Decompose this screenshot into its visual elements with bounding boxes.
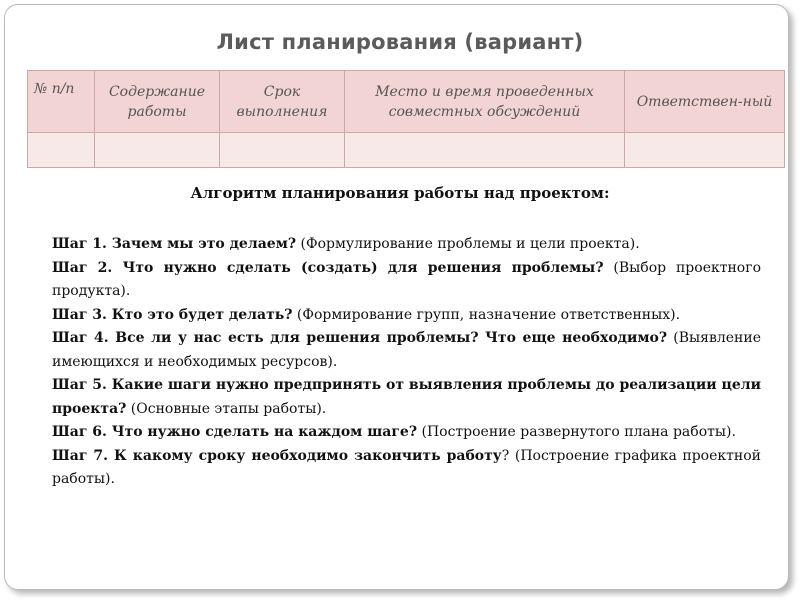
step-item (52, 327, 761, 374)
step-answer: ? (Построение графика проектной работы). (52, 447, 761, 487)
column-header-discussions: Место и время проведенных совместных обсуждений (345, 71, 625, 133)
step-answer: (Основные этапы работы). (126, 400, 327, 417)
column-header-number: № п/п (28, 71, 95, 133)
table-cell (95, 133, 220, 168)
steps-list (52, 233, 761, 492)
step-question: Шаг 6. Что нужно сделать на каждом шаге? (52, 424, 418, 440)
step-item (52, 445, 761, 492)
step-answer: (Формирование групп, назначение ответственных). (292, 306, 681, 323)
step-answer: (Выбор проектного продукта). (52, 259, 761, 299)
step-item (52, 257, 761, 304)
step-question: Шаг 4. Все ли у нас есть для решения проблемы? Что еще необходимо? (52, 330, 668, 346)
table-cell (220, 133, 345, 168)
step-answer: (Выявление имеющихся и необходимых ресурсов). (52, 330, 762, 370)
step-question: Шаг 3. Кто это будет делать? (52, 306, 293, 323)
table-row (28, 133, 785, 168)
column-header-content: Содержание работы (95, 71, 220, 133)
step-question: Шаг 7. К какому сроку необходимо закончить работу (52, 447, 502, 464)
step-item (52, 421, 761, 445)
step-question: Шаг 1. Зачем мы это делаем? (52, 236, 297, 252)
planning-table (27, 70, 785, 168)
table-cell (625, 133, 785, 168)
slide-title: Лист планирования (вариант) (216, 30, 584, 54)
column-header-deadline: Срок выполнения (220, 71, 345, 133)
algorithm-heading: Алгоритм планирования работы над проектом: (190, 184, 610, 202)
step-item (52, 233, 761, 257)
column-header-responsible: Ответствен-ный (625, 71, 785, 133)
table-cell (345, 133, 625, 168)
step-question: Шаг 5. Какие шаги нужно предпринять от выявления проблемы до реализации цели проекта? (52, 377, 761, 417)
step-answer: (Формулирование проблемы и цели проекта). (296, 236, 640, 252)
step-item (52, 304, 761, 328)
table-cell (28, 133, 95, 168)
step-item (52, 374, 761, 421)
step-answer: (Построение развернутого плана работы). (417, 424, 736, 440)
step-question: Шаг 2. Что нужно сделать (создать) для решения проблемы? (52, 259, 604, 276)
table-header-row (28, 71, 785, 133)
